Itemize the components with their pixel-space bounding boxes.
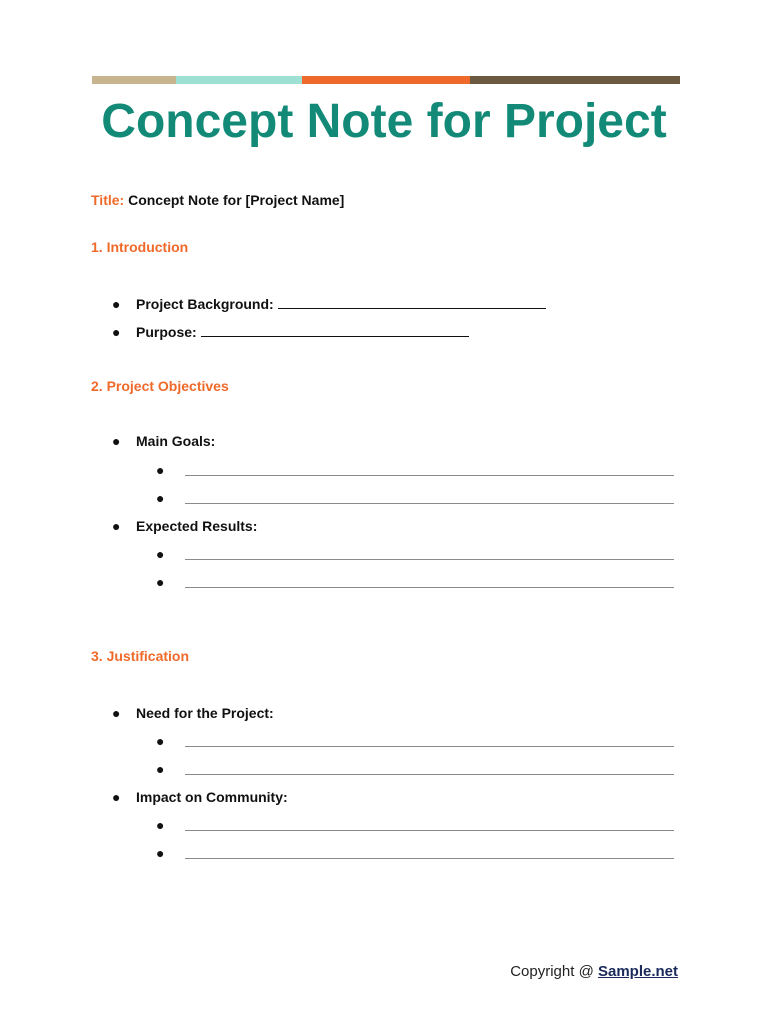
fill-in-line[interactable] (185, 577, 674, 588)
bullet-icon: ● (112, 296, 121, 312)
fill-in-line[interactable] (185, 848, 674, 859)
footer-copyright (510, 963, 678, 980)
bullet-icon: ● (156, 845, 165, 861)
bullet-icon: ● (156, 817, 165, 833)
sub-list-item (156, 461, 674, 479)
fill-in-line[interactable] (185, 493, 674, 504)
list-item-project-background (112, 294, 546, 313)
sub-list-item (156, 732, 674, 750)
bullet-icon: ● (112, 324, 121, 340)
fill-in-blank[interactable] (278, 294, 546, 309)
bullet-icon: ● (156, 462, 165, 478)
list-item-expected-results (112, 517, 257, 535)
bullet-icon: ● (112, 705, 121, 721)
bullet-icon: ● (112, 518, 121, 534)
bullet-icon: ● (112, 789, 121, 805)
sub-list-item (156, 545, 674, 563)
header-color-bar (92, 76, 680, 84)
fill-in-line[interactable] (185, 549, 674, 560)
color-bar-segment-brown (470, 76, 680, 84)
list-item-label: Project Background: (136, 296, 274, 312)
document-title-line (91, 192, 344, 208)
sub-list-item (156, 816, 674, 834)
list-item-label: Impact on Community: (136, 789, 288, 805)
color-bar-segment-tan (92, 76, 176, 84)
sample-net-link[interactable]: Sample.net (597, 963, 678, 980)
list-item-label: Main Goals: (136, 433, 216, 449)
color-bar-segment-orange (302, 76, 470, 84)
bullet-icon: ● (156, 490, 165, 506)
section-heading-justification: 3. Justification (91, 648, 190, 664)
fill-in-line[interactable] (185, 820, 674, 831)
bullet-icon: ● (156, 733, 165, 749)
bullet-icon: ● (112, 433, 121, 449)
sub-list-item (156, 573, 674, 591)
title-value: Concept Note for [Project Name] (128, 192, 345, 208)
fill-in-line[interactable] (185, 764, 674, 775)
page-title: Concept Note for Project (101, 95, 667, 148)
bullet-icon: ● (156, 546, 165, 562)
list-item-label: Need for the Project: (136, 705, 274, 721)
section-heading-introduction: 1. Introduction (91, 239, 189, 255)
sub-list-item (156, 489, 674, 507)
list-item-label: Expected Results: (136, 518, 258, 534)
list-item-main-goals (112, 432, 215, 450)
list-item-label: Purpose: (136, 324, 197, 340)
section-heading-project-objectives: 2. Project Objectives (91, 378, 229, 394)
title-label: Title: (91, 192, 125, 208)
sub-list-item (156, 844, 674, 862)
bullet-icon: ● (156, 574, 165, 590)
copyright-text: Copyright @ (510, 963, 594, 980)
fill-in-line[interactable] (185, 465, 674, 476)
bullet-icon: ● (156, 761, 165, 777)
sub-list-item (156, 760, 674, 778)
list-item-need-for-project (112, 704, 274, 722)
fill-in-line[interactable] (185, 736, 674, 747)
list-item-impact-on-community (112, 788, 288, 806)
list-item-purpose (112, 322, 469, 341)
color-bar-segment-mint (176, 76, 302, 84)
fill-in-blank[interactable] (201, 322, 469, 337)
